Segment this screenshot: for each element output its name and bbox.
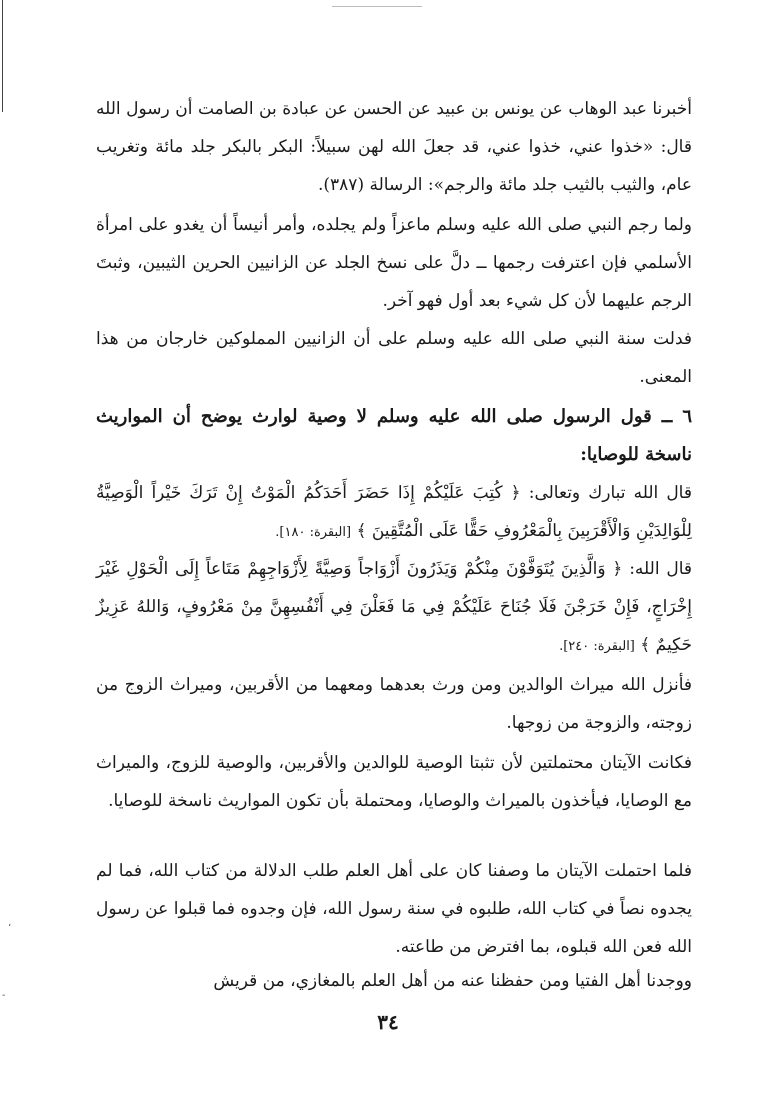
scan-speck: - — [2, 990, 6, 1001]
paragraph-text: فكانت الآيتان محتملتين لأن تثبتا الوصية للوالدين والأقربين، والوصية للزوج، والميراث مع الوصايا، فيأخذون بالميراث والوصايا، ومحتملة بأن تكون المواريث ناسخة للوصايا. — [96, 753, 692, 811]
paragraph-text: أخبرنا عبد الوهاب عن يونس بن عبيد عن الحسن عن عبادة بن الصامت أن رسول الله قال: «خذوا عني، خذوا عني، قد جعلَ الله لهن سبيلاً: البكر بالبكر جلد مائة وتغريب عام، والثيب بالثيب جلد مائة والرجم»: الرسالة (٣٨٧). — [96, 99, 692, 195]
verse-block-2 — [96, 550, 692, 666]
quran-verse: ﴿ كُتِبَ عَلَيْكُمْ إِذَا حَضَرَ أَحَدَكُمُ الْمَوْتُ إِنْ تَرَكَ خَيْراً الْوَصِيَّةُ لِلْوَالِدَيْنِ وَالْأَقْرَبِينَ بِالْمَعْرُوفِ حَقًّا عَلَى الْمُتَّقِينَ ﴾ — [96, 483, 692, 541]
paragraph-text: ولما رجم النبي صلى الله عليه وسلم ماعزاً ولم يجلده، وأمر أنيساً أن يغدو على امرأة الأسلمي فإن اعترفت رجمها ــ دلَّ على نسخ الجلد عن الزانيين الحرين الثيبين، وثبتَ الرجم عليهما لأن كل شيء بعد أول فهو آخر. — [96, 215, 692, 311]
heading-text: ٦ ــ قول الرسول صلى الله عليه وسلم لا وصية لوارث يوضح أن المواريث ناسخة للوصايا: — [96, 406, 692, 465]
paragraph-rajm — [96, 206, 692, 320]
section-heading — [96, 398, 692, 474]
page-number: ٣٤ — [377, 1010, 399, 1034]
paragraph-inheritance — [96, 666, 692, 742]
verse-intro: قال الله تبارك وتعالى: — [528, 483, 692, 503]
paragraph-two-verses — [96, 744, 692, 820]
scan-speck: ، — [8, 918, 12, 929]
verse-block-1 — [96, 474, 692, 552]
paragraph-mamluk — [96, 320, 692, 396]
paragraph-text: فدلت سنة النبي صلى الله عليه وسلم على أن الزانيين المملوكين خارجان من هذا المعنى. — [96, 329, 692, 387]
paragraph-text: فلما احتملت الآيتان ما وصفنا كان على أهل العلم طلب الدلالة من كتاب الله، فما لم يجدوه نصاً في كتاب الله، طلبوه في سنة رسول الله، فإن وجدوه فما قبلوا عن رسول الله فعن الله قبلوه، بما افترض من طاعته. — [96, 861, 692, 957]
paragraph-text: ووجدنا أهل الفتيا ومن حفظنا عنه من أهل العلم بالمغازي، من قريش — [213, 971, 692, 991]
verse-citation: [البقرة: ٢٤٠]. — [559, 639, 635, 654]
verse-intro: قال الله: — [629, 559, 693, 579]
paragraph-evidence — [96, 852, 692, 966]
paragraph-hadith — [96, 90, 692, 204]
scan-edge-line — [2, 0, 3, 112]
scan-top-line — [332, 6, 422, 7]
paragraph-text: فأنزل الله ميراث الوالدين ومن ورث بعدهما ومعهما من الأقربين، وميراث الزوج من زوجته، والزوجة من زوجها. — [96, 675, 692, 733]
paragraph-fatwa — [96, 962, 692, 1000]
verse-citation: [البقرة: ١٨٠]. — [275, 525, 352, 540]
quran-verse: ﴿ وَالَّذِينَ يُتَوَفَّوْنَ مِنْكُمْ وَيَذَرُونَ أَزْوَاجاً وَصِيَّةً لِأَزْوَاجِهِمْ مَتَاعاً إِلَى الْحَوْلِ غَيْرَ إِخْرَاجٍ، فَإِنْ خَرَجْنَ فَلَا جُنَاحَ عَلَيْكُمْ فِي مَا فَعَلْنَ فِي أَنْفُسِهِنَّ مِنْ مَعْرُوفٍ، وَاللهُ عَزِيزٌ حَكِيمٌ ﴾ — [96, 559, 692, 655]
